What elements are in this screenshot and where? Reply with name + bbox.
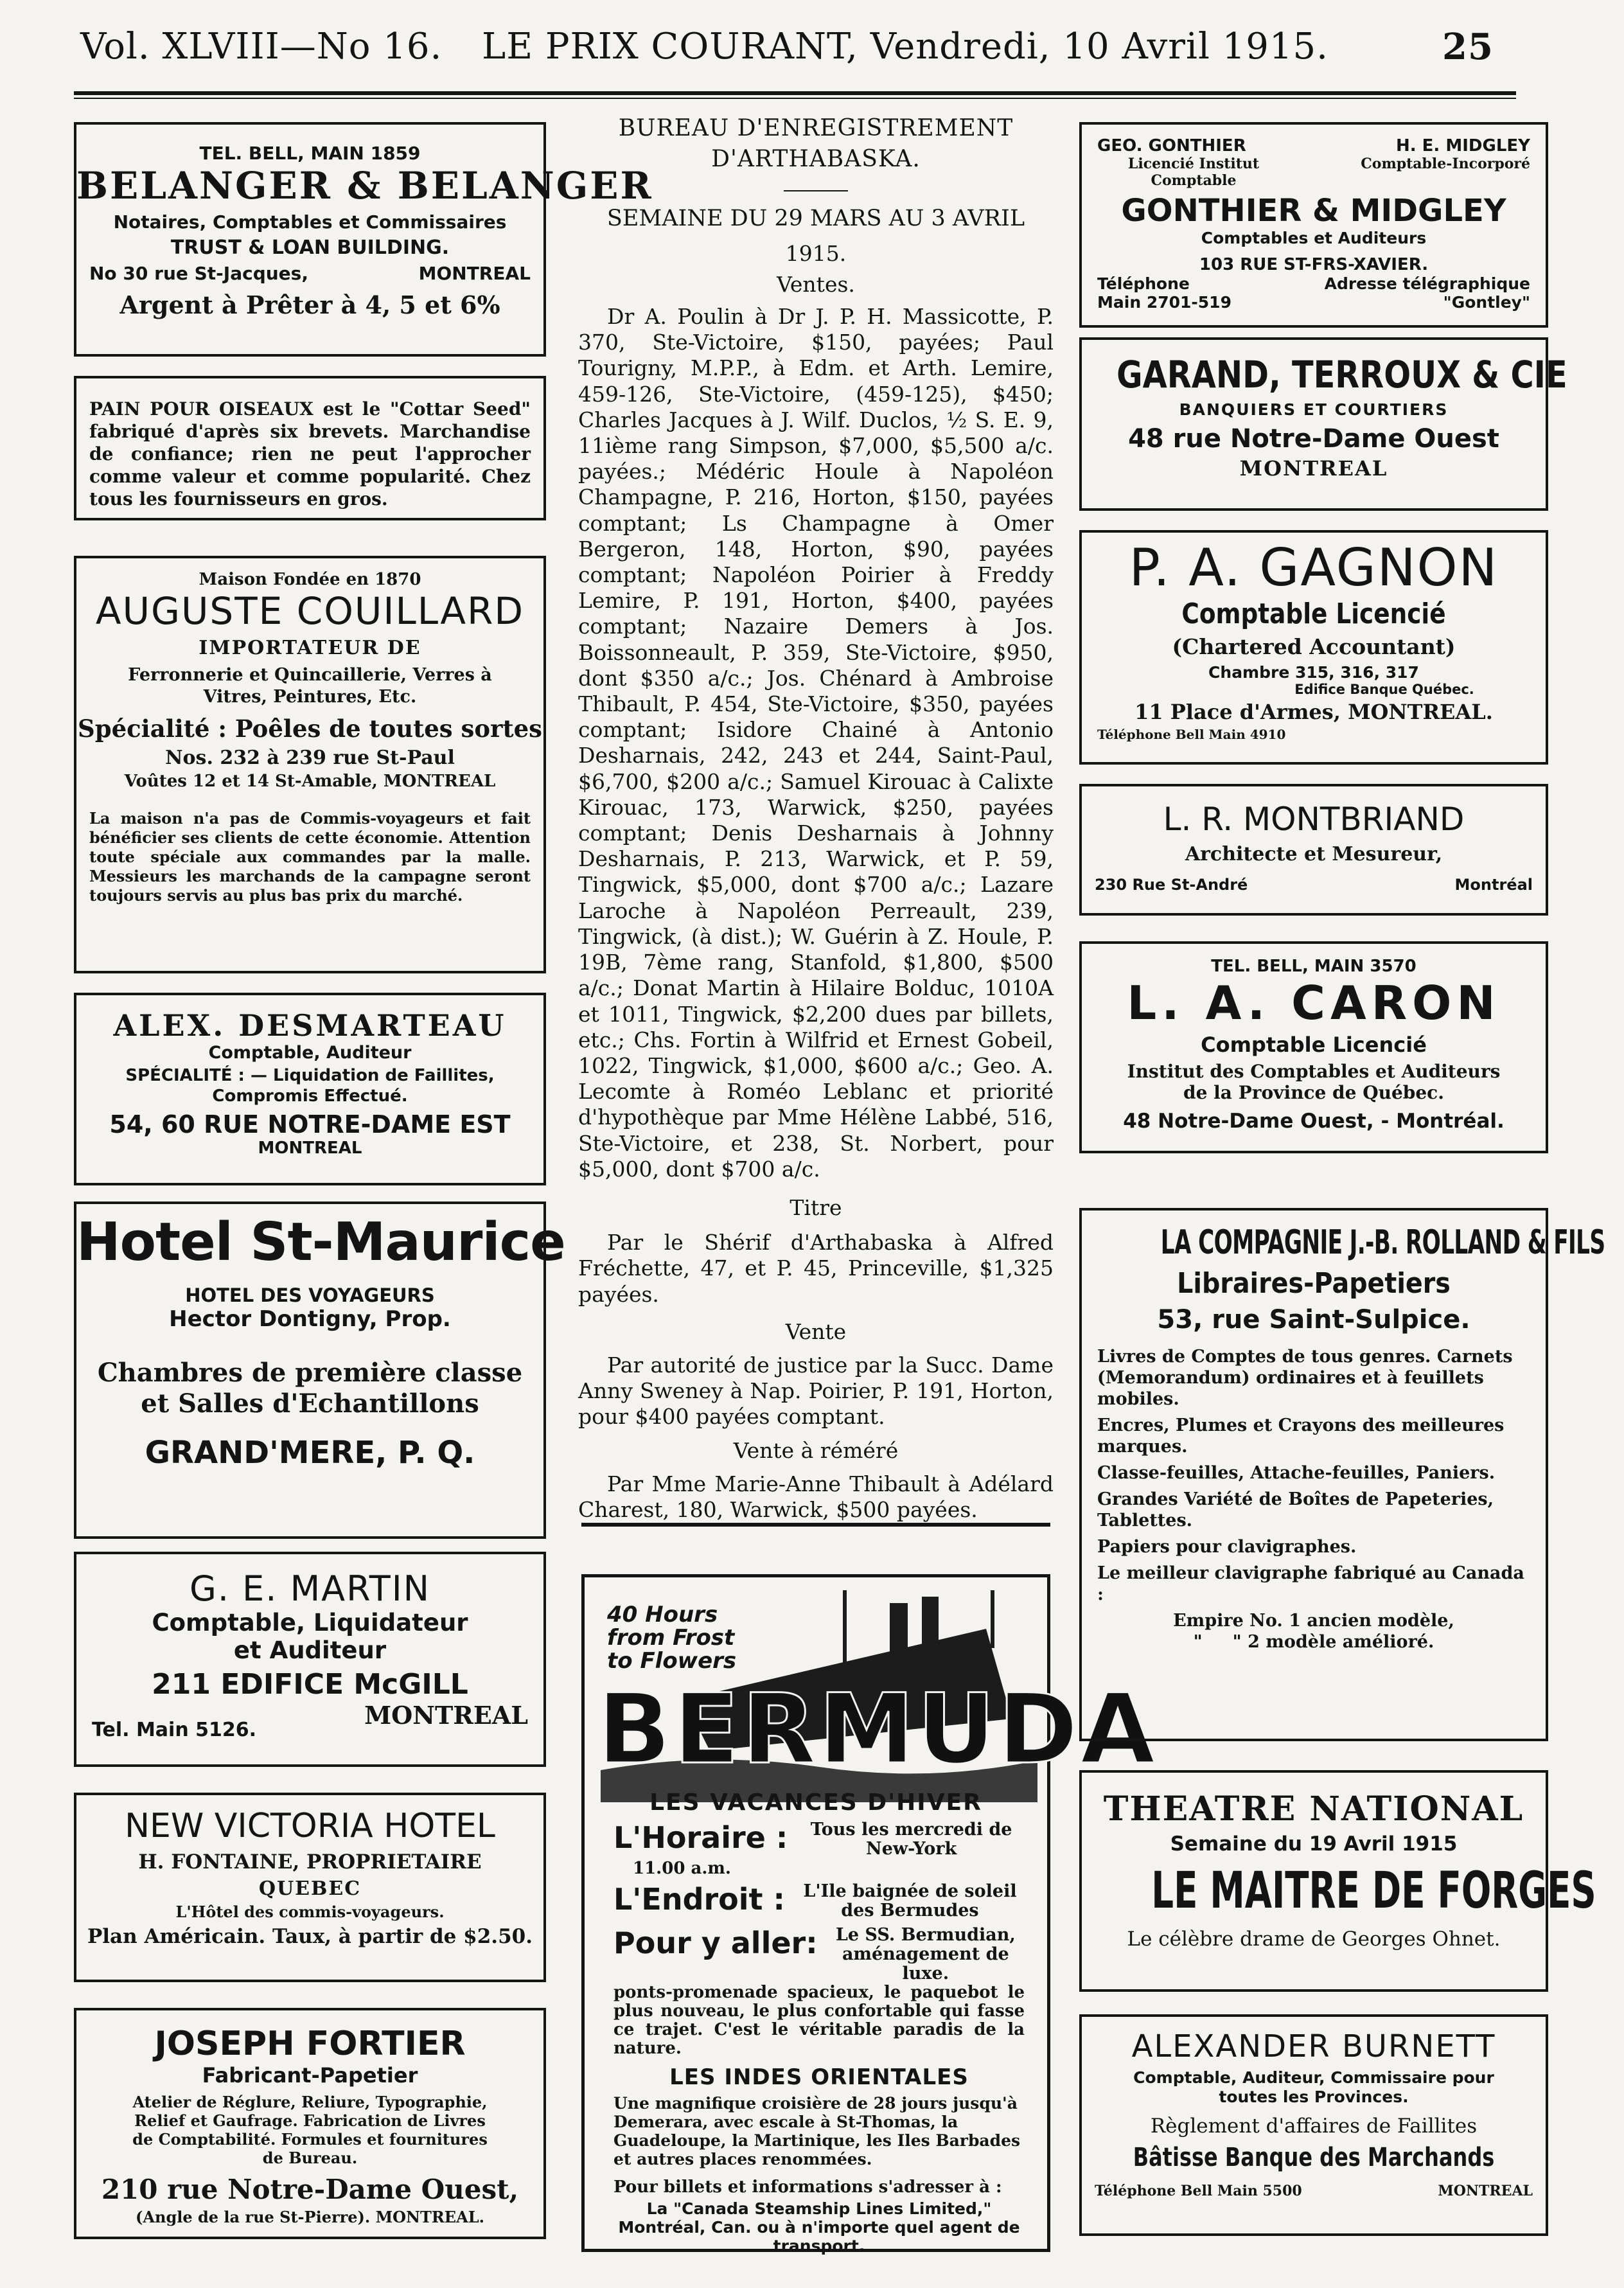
ad-right-name: H. E. MIDGLEY xyxy=(1395,136,1530,155)
ad-fortier xyxy=(74,2008,546,2239)
ad-name: LA COMPAGNIE J.-B. ROLLAND & FILS xyxy=(1160,1223,1605,1262)
ad-left-name: GEO. GONTHIER xyxy=(1097,136,1246,155)
ad-gagnon xyxy=(1079,530,1548,765)
bermuda-logo: BERMUDA xyxy=(597,1674,1158,1786)
ad-city: MONTREAL xyxy=(418,263,531,284)
rolland-items xyxy=(1082,1335,1546,1653)
ad-line: et Auditeur xyxy=(233,1636,387,1664)
aller-more: ponts-promenade spacieux, le paquebot le plus nouveau, le plus confortable qui fasse ce trajet. C'est le véritable paradis de la nature. xyxy=(613,1983,1025,2058)
section-heading: Ventes. xyxy=(777,271,855,297)
indes-heading: LES INDES ORIENTALES xyxy=(669,2064,969,2090)
header-rule-thin xyxy=(74,98,1516,99)
ad-line: Chambre 315, 316, 317 xyxy=(1208,663,1419,682)
ad-right-title: Comptable-Incorporé xyxy=(1361,155,1530,172)
ad-line: Semaine du 19 Avril 1915 xyxy=(1170,1832,1458,1856)
ad-tel-label: Téléphone xyxy=(1097,274,1190,293)
ad-city: Montréal xyxy=(1454,876,1533,894)
ad-bermuda xyxy=(581,1574,1158,2255)
ad-line: Règlement d'affaires de Faillites xyxy=(1150,2115,1478,2138)
ad-name: G. E. MARTIN xyxy=(189,1568,431,1609)
horaire-label: L'Horaire : xyxy=(613,1820,788,1855)
volume-number: Vol. XLVIII—No 16. xyxy=(80,26,443,67)
ad-line: Plan Américain. Taux, à partir de $2.50. xyxy=(87,1925,533,1948)
ad-line: H. FONTAINE, PROPRIETAIRE xyxy=(138,1850,482,1874)
ad-name: L. A. CARON xyxy=(1127,976,1501,1030)
ad-line: Spécialité : Poêles de toutes sortes xyxy=(78,714,542,743)
list-item: Papiers pour clavigraphes. xyxy=(1097,1537,1357,1557)
ad-name: THEATRE NATIONAL xyxy=(1103,1789,1524,1829)
ad-line: QUEBEC xyxy=(258,1877,362,1900)
masthead-title: LE PRIX COURANT, Vendredi, 10 Avril 1915. xyxy=(482,26,1328,67)
ad-tel: Téléphone Bell Main 4910 xyxy=(1097,727,1286,742)
list-item: Encres, Plumes et Crayons des meilleures marques. xyxy=(1097,1415,1505,1457)
ad-line: HOTEL DES VOYAGEURS xyxy=(185,1284,435,1306)
ad-line: Comptable Licencié xyxy=(1181,598,1446,630)
list-item: Grandes Variété de Boîtes de Papeteries, Tablettes. xyxy=(1097,1489,1494,1530)
section-heading: Vente à réméré xyxy=(733,1437,899,1463)
ad-line: (Chartered Accountant) xyxy=(1172,634,1456,659)
ad-line: Comptable, Auditeur xyxy=(208,1043,412,1063)
ad-tel: TEL. BELL, MAIN 1859 xyxy=(199,143,421,164)
ad-telegraph-label: Adresse télégraphique xyxy=(1324,274,1530,293)
page-number: 25 xyxy=(1442,26,1494,68)
ad-tel: Téléphone Bell Main 5500 xyxy=(1095,2183,1302,2199)
ad-tel: TEL. BELL, MAIN 3570 xyxy=(1211,957,1417,976)
ad-caron xyxy=(1079,941,1548,1153)
registry-remere-text: Par Mme Marie-Anne Thibault à Adélard Charest, 180, Warwick, $500 payées. xyxy=(578,1471,1054,1522)
ad-line: 103 RUE ST-FRS-XAVIER. xyxy=(1199,255,1429,274)
ad-line: Bâtisse Banque des Marchands xyxy=(1133,2143,1495,2172)
ad-line: 53, rue Saint-Sulpice. xyxy=(1157,1305,1470,1335)
column-rule xyxy=(581,1523,1050,1527)
ad-gonthier xyxy=(1079,122,1548,328)
ad-note: La maison n'a pas de Commis-voyageurs et fait bénéficier ses clients de cette économie. Attention toute spéciale aux commandes par la malle. Messieurs les marchands de la campagne seront toujours servis au plus bas prix du marché. xyxy=(89,809,531,905)
registry-title: BUREAU D'ENREGISTREMENT xyxy=(618,115,1014,141)
ad-name: AUGUSTE COUILLARD xyxy=(95,589,525,633)
ad-line: Nos. 232 à 239 rue St-Paul xyxy=(165,747,455,769)
aller-text: Le SS. Bermudian, aménagement de luxe. xyxy=(835,1925,1016,1983)
ad-name: ALEXANDER BURNETT xyxy=(1131,2028,1496,2064)
horaire-text: Tous les mercredi de New-York xyxy=(810,1820,1012,1859)
ad-new-victoria xyxy=(74,1793,546,1982)
section-heading: Titre xyxy=(790,1194,842,1220)
registry-divider xyxy=(784,190,848,191)
ad-line: 48 Notre-Dame Ouest, - Montréal. xyxy=(1123,1110,1505,1133)
ad-line: 54, 60 RUE NOTRE-DAME EST xyxy=(109,1110,511,1139)
ad-line: Maison Fondée en 1870 xyxy=(199,570,421,589)
registry-column xyxy=(578,116,1054,1523)
ad-line: Notaires, Comptables et Commissaires xyxy=(113,211,507,233)
ad-line: 211 EDIFICE McGILL xyxy=(152,1668,468,1701)
endroit-label: L'Endroit : xyxy=(613,1882,785,1917)
ad-tel: Tel. Main 5126. xyxy=(92,1719,257,1741)
ad-burnett xyxy=(1079,2014,1548,2236)
bermuda-info: Pour billets et informations s'adresser à : xyxy=(613,2177,1002,2197)
ad-line: de la Province de Québec. xyxy=(1183,1082,1444,1103)
registry-ventes-text: Dr A. Poulin à Dr J. P. H. Massicotte, P. 370, Ste-Victoire, $150, payées; Paul Tourigny, M.P.P., à Edm. et Arth. Lemire, 459-126, Ste-Victoire, (459-125), $450; Charles Jacques à J. Wilf. Duclos, ½ S. E. 9, 11ième rang Simpson, $7,000, $5,500 a/c. payées.; Médéric Houle à Napoléon Champagne, P. 216, Horton, $150, payées comptant; Ls Champagne à Omer Bergeron, 148, Horton, $90, payées comptant; Napoléon Poirier à Freddy Lemire, P. 191, Horton, $400, payées comptant; Nazaire Demers à Jos. Boissonneault, P. 359, Ste-Victoire, $950, dont $350 a/c.; Jos. Chénard à Ambroise Thibault, P. 454, Ste-Victoire, $350, payées comptant; Isidore Chainé à Antonio Desharnais, 242, 243 et 244, Saint-Paul, $6,700, $200 a/c.; Samuel Kirouac à Calixte Kirouac, 173, Warwick, $250, payées comptant; Denis Desharnais à Johnny Desharnais, P. 213, Warwick, et P. 59, Tingwick, $5,000, dont $700 a/c.; Lazare Laroche à Napoléon Perreault, 239, Tingwick, (à dist.); W. Guérin à Z. Houle, P. 19B, 7ème rang, Stanfold, $1,800, $500 a/c.; Donat Martin à Hilaire Bolduc, 1010A et 1011, Tingwick, $2,200 dues par billets, etc.; Chs. Fortin à Wilfrid et Ernest Gobeil, 1022, Tingwick, $1,000, $600 a/c.; Geo. A. Lecomte à Roméo Leblanc et priorité d'hypothèque par Mme Hélène Labbé, 516, Ste-Victoire, et 238, St. Norbert, pour $5,000, dont $700 a/c. xyxy=(578,304,1054,1182)
ad-line: GRAND'MERE, P. Q. xyxy=(145,1435,475,1471)
ad-address: 230 Rue St-André xyxy=(1095,876,1248,894)
ad-line: 210 rue Notre-Dame Ouest, xyxy=(101,2174,519,2205)
horaire-time: 11.00 a.m. xyxy=(633,1859,731,1878)
ad-name: GONTHIER & MIDGLEY xyxy=(1121,193,1506,229)
ad-line: Fabricant-Papetier xyxy=(202,2063,418,2088)
ad-line: 48 rue Notre-Dame Ouest xyxy=(1128,424,1499,454)
ad-line: MONTREAL xyxy=(1239,456,1388,481)
list-item: Le meilleur clavigraphe fabriqué au Canada : xyxy=(1097,1563,1524,1604)
ad-line: Comptables et Auditeurs xyxy=(1201,229,1427,247)
ad-name: Hotel St-Maurice xyxy=(76,1212,565,1273)
registry-year: 1915. xyxy=(785,240,847,266)
ad-name: NEW VICTORIA HOTEL xyxy=(125,1807,495,1845)
ad-text: PAIN POUR OISEAUX est le "Cottar Seed" fabriqué d'après six brevets. Marchandise de confiance; rien ne peut l'approcher comme valeur et comme popularité. Chez tous les fournisseurs en gros. xyxy=(89,398,531,510)
ad-name: L. R. MONTBRIAND xyxy=(1163,801,1465,838)
play-title: LE MAITRE DE FORGES xyxy=(1151,1862,1596,1920)
ad-name: JOSEPH FORTIER xyxy=(154,2025,466,2063)
ad-line: 11 Place d'Armes, MONTREAL. xyxy=(1134,700,1493,724)
ad-martin xyxy=(74,1552,546,1767)
list-item: Empire No. 1 ancien modèle, xyxy=(1173,1611,1454,1631)
ad-name: GARAND, TERROUX & CIE xyxy=(1116,353,1567,396)
ad-line: L'Hôtel des commis-voyageurs. xyxy=(175,1902,445,1921)
list-item: " " 2 modèle amélioré. xyxy=(1193,1632,1434,1652)
ad-line: Le célèbre drame de Georges Ohnet. xyxy=(1127,1928,1501,1951)
ad-line: Edifice Banque Québec. xyxy=(1294,682,1474,697)
section-heading: Vente xyxy=(785,1318,847,1344)
ad-desmarteau xyxy=(74,993,546,1185)
ad-city: MONTREAL xyxy=(1438,2183,1533,2199)
ad-rolland xyxy=(1079,1208,1605,1741)
ad-line: SPÉCIALITÉ : — Liquidation de Faillites, Compromis Effectué. xyxy=(125,1066,495,1106)
ad-left-title: Licencié Institut Comptable xyxy=(1127,155,1260,189)
registry-vente-text: Par autorité de justice par la Succ. Dame Anny Sweney à Nap. Poirier, P. 191, Horton, pour $400 payées comptant. xyxy=(578,1352,1054,1430)
ad-montbriand xyxy=(1079,784,1548,916)
ad-garand xyxy=(1079,337,1567,511)
ad-line: Comptable, Liquidateur xyxy=(152,1609,468,1636)
ad-name: ALEX. DESMARTEAU xyxy=(113,1008,507,1043)
ad-line: Architecte et Mesureur, xyxy=(1185,843,1443,865)
ad-hotel-st-maurice xyxy=(74,1202,565,1539)
ad-tel: Main 2701-519 xyxy=(1097,293,1231,312)
ad-belanger xyxy=(74,122,653,357)
registry-subtitle: D'ARTHABASKA. xyxy=(711,146,921,173)
ad-line: IMPORTATEUR DE xyxy=(199,637,421,659)
bermuda-company: La "Canada Steamship Lines Limited," Montréal, Can. ou à n'importe quel agent de transport. xyxy=(618,2199,1020,2255)
ad-line: Hector Dontigny, Prop. xyxy=(169,1306,451,1332)
ad-line: TRUST & LOAN BUILDING. xyxy=(170,236,450,259)
ad-line: Institut des Comptables et Auditeurs xyxy=(1127,1061,1501,1082)
aller-label: Pour y aller: xyxy=(613,1926,818,1960)
ad-telegraph: "Gontley" xyxy=(1443,293,1530,312)
ad-line: MONTREAL xyxy=(258,1139,362,1158)
ad-line: Comptable, Auditeur, Commissaire pour toutes les Provinces. xyxy=(1133,2068,1494,2106)
ad-couillard xyxy=(74,556,546,973)
ad-address: No 30 rue St-Jacques, xyxy=(89,263,308,284)
indes-text: Une magnifique croisière de 28 jours jusqu'à Demerara, avec escale à St-Thomas, la Guadeloupe, la Martinique, les Iles Barbades et autres places renommées. xyxy=(613,2094,1021,2168)
registry-titre-text: Par le Shérif d'Arthabaska à Alfred Fréchette, 47, et P. 45, Princeville, $1,325 payées. xyxy=(578,1230,1054,1307)
header-rule xyxy=(74,91,1516,95)
bermuda-subtitle: LES VACANCES D'HIVER xyxy=(649,1789,982,1816)
ad-line: Voûtes 12 et 14 St-Amable, MONTREAL xyxy=(124,772,496,791)
bermuda-details xyxy=(613,1820,1025,2255)
endroit-text: L'Ile baignée de soleil des Bermudes xyxy=(803,1881,1017,1920)
ad-line: Argent à Prêter à 4, 5 et 6% xyxy=(119,290,500,319)
ad-name: P. A. GAGNON xyxy=(1129,538,1499,598)
ad-line: Libraires-Papetiers xyxy=(1177,1267,1451,1300)
list-item: Livres de Comptes de tous genres. Carnets (Memorandum) ordinaires et à feuillets mobiles. xyxy=(1097,1347,1513,1409)
ad-theatre xyxy=(1079,1770,1596,1992)
ad-line: BANQUIERS ET COURTIERS xyxy=(1179,400,1449,419)
ad-line: Atelier de Réglure, Reliure, Typographie, Relief et Gaufrage. Fabrication de Livres de Comptabilité. Formules et fournitures de Bureau. xyxy=(132,2093,488,2167)
ad-line: Chambres de première classe et Salles d'Echantillons xyxy=(97,1358,523,1419)
ad-line: Comptable Licencié xyxy=(1201,1033,1427,1057)
ad-city: MONTREAL xyxy=(364,1701,528,1730)
ad-line: Ferronnerie et Quincaillerie, Verres à Vitres, Peintures, Etc. xyxy=(128,665,492,707)
ad-line: (Angle de la rue St-Pierre). MONTREAL. xyxy=(136,2208,484,2226)
bermuda-tagline: 40 Hours from Frost to Flowers xyxy=(607,1602,737,1674)
ad-name: BELANGER & BELANGER xyxy=(76,164,653,208)
list-item: Classe-feuilles, Attache-feuilles, Paniers. xyxy=(1097,1463,1496,1483)
ad-pain-oiseaux xyxy=(74,376,546,520)
registry-week: SEMAINE DU 29 MARS AU 3 AVRIL xyxy=(606,206,1025,232)
